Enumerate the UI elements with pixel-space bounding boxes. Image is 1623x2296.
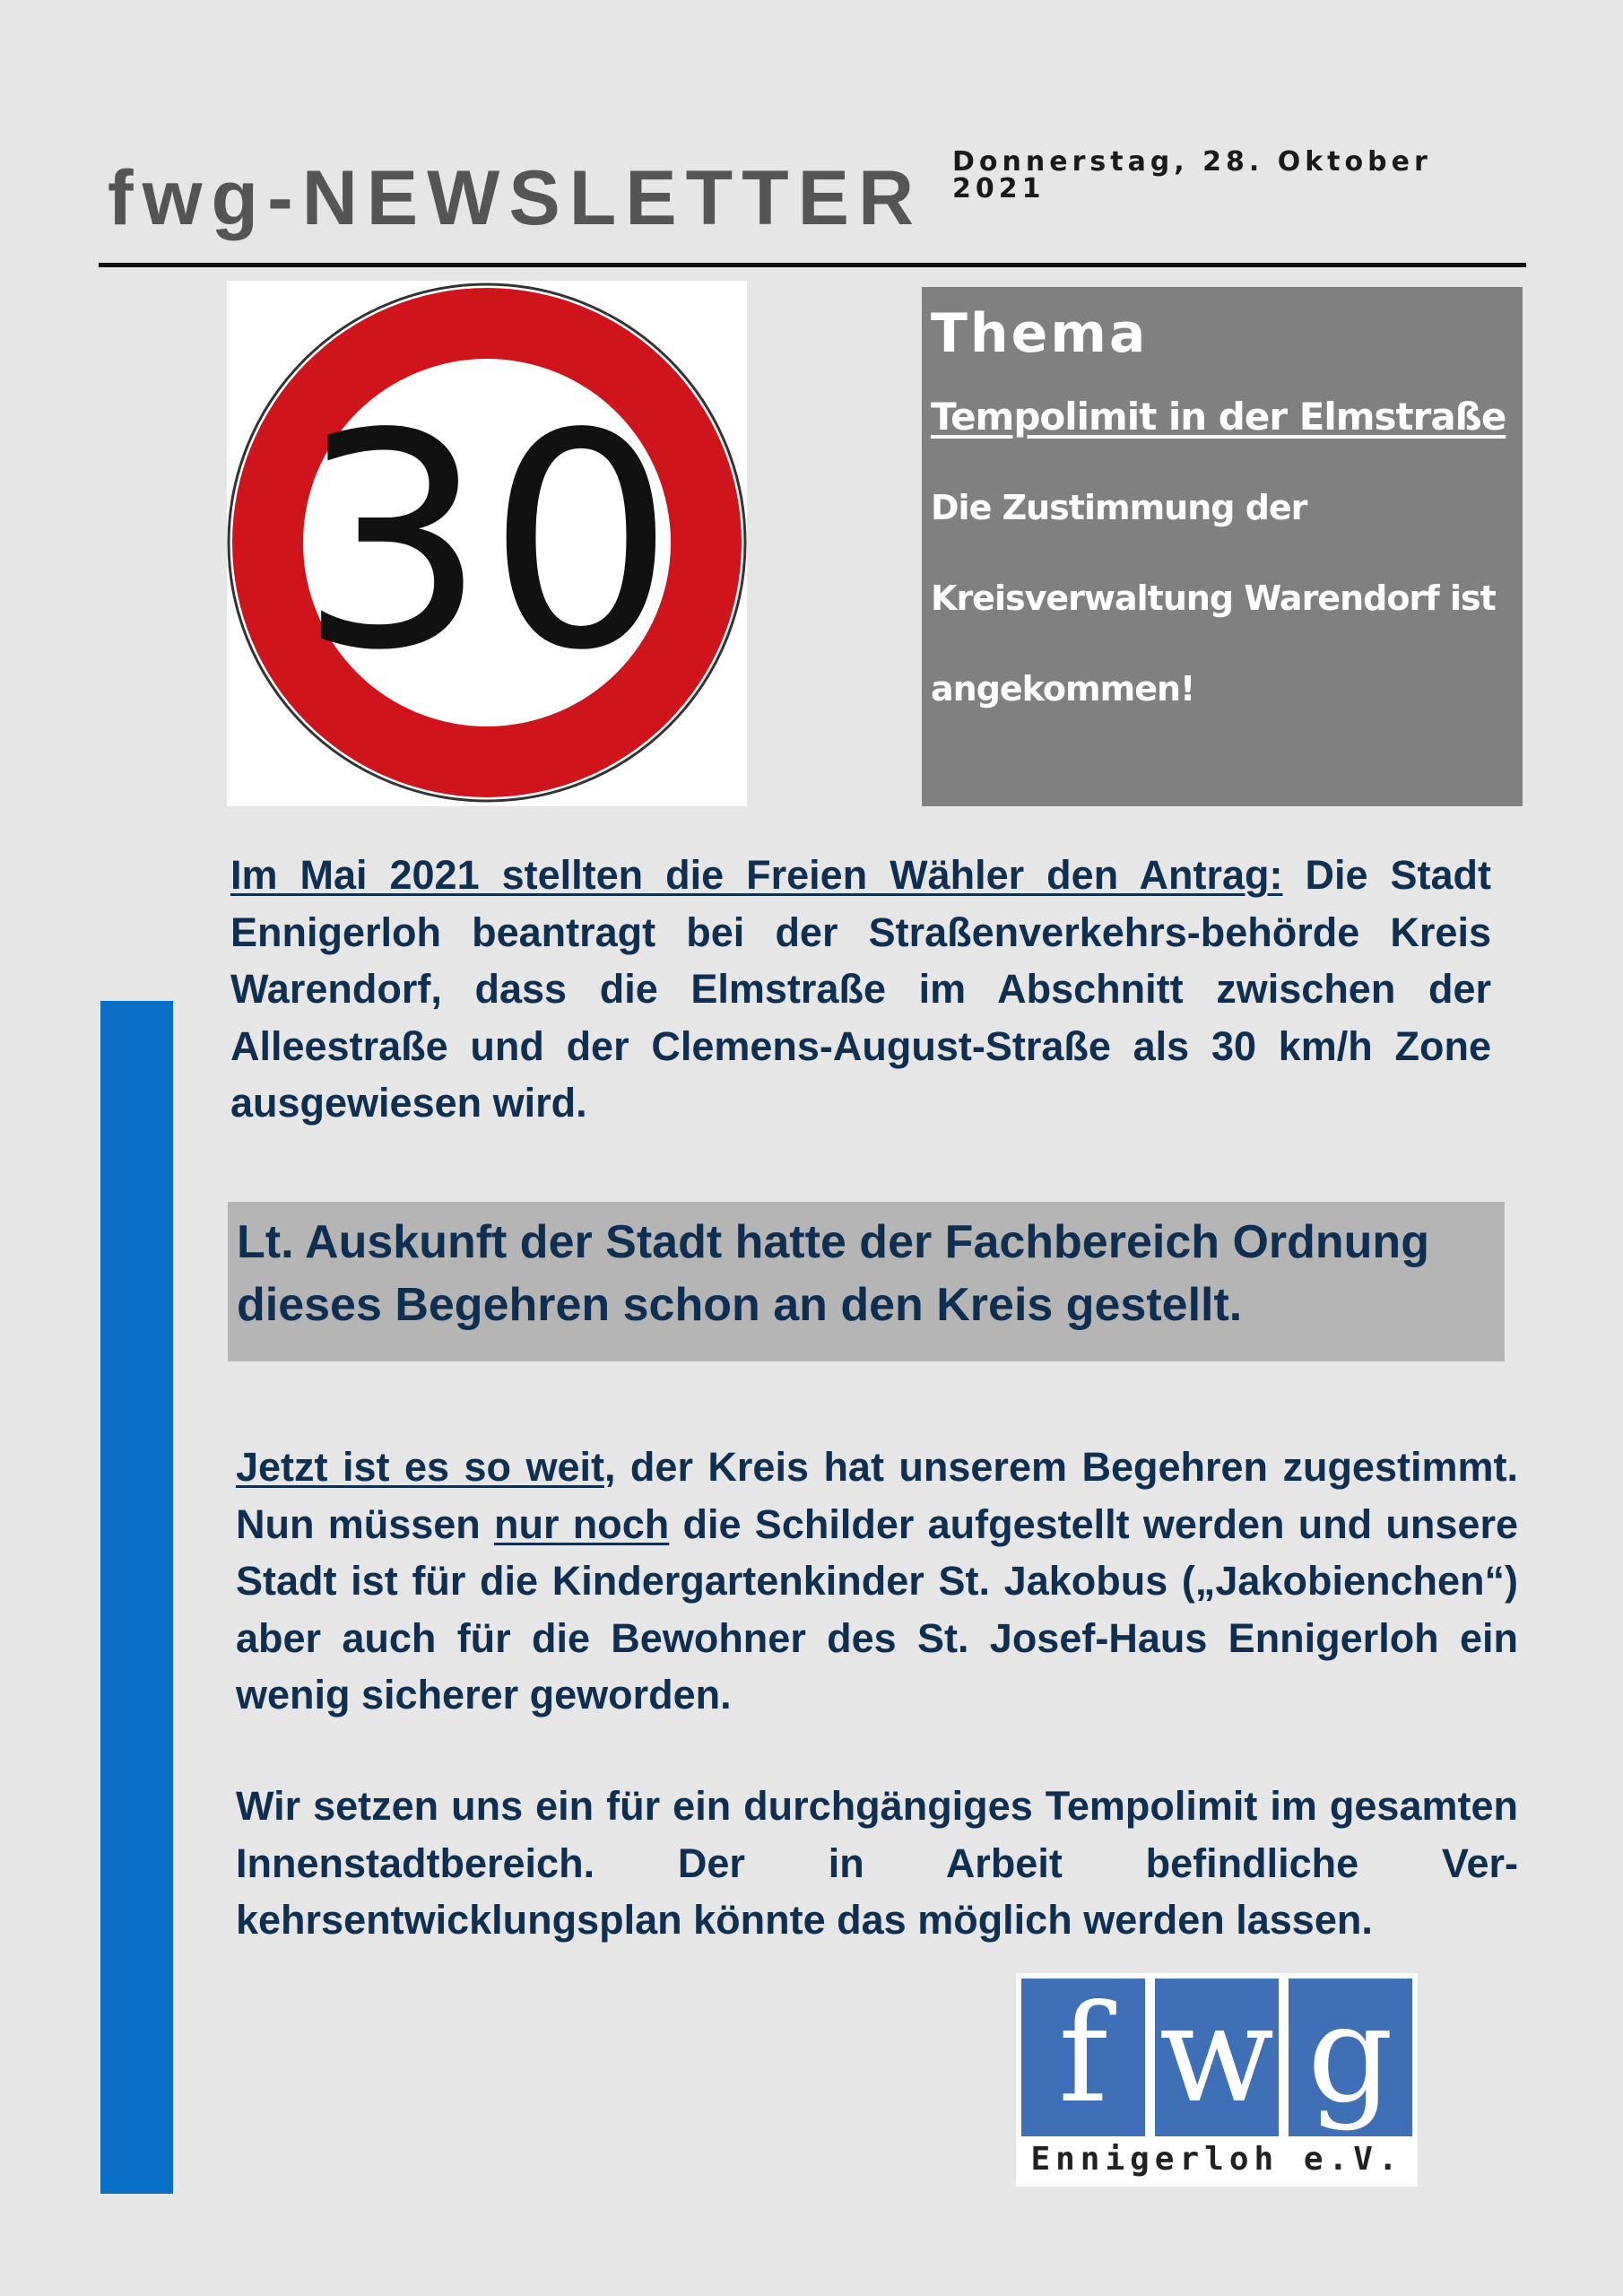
callout-box [228, 1202, 1505, 1361]
thema-label: Thema [931, 302, 1149, 365]
thema-subject: Tempolimit in der Elmstraße [931, 395, 1506, 439]
paragraph-zustimmung-lead: Jetzt ist es so weit [236, 1444, 604, 1490]
thema-teaser-line-1: Die Zustimmung der [931, 488, 1307, 527]
paragraph-zustimmung-part2: die Schilder aufgestellt werden und unsere Stadt ist für die Kindergartenkinder St. Jakobus („Jakobienchen“) aber auch für die Bewohner des St. Josef-Haus Ennigerloh ein wenig sicherer geworden. [236, 1500, 1518, 1718]
thema-box [922, 287, 1523, 806]
issue-date: Donnerstag, 28. Oktober 2021 [952, 146, 1432, 204]
sign-number: 30 [299, 370, 675, 715]
thema-teaser-line-2: Kreisverwaltung Warendorf ist [931, 578, 1496, 618]
paragraph-tempolimit: Wir setzen uns ein für ein durchgängiges Tempolimit im gesamten Innenstadtbereich. Der in Arbeit befindliche Ver-kehrsentwicklungsplan könnte das möglich werden lassen. [236, 1783, 1518, 1943]
header-rule [99, 263, 1526, 267]
logo-letter-g: g [1289, 1979, 1412, 2136]
paragraph-antrag-lead: Im Mai 2021 stellten die Freien Wähler den Antrag: [230, 852, 1283, 898]
callout-text: Lt. Auskunft der Stadt hatte der Fachbereich Ordnung dieses Begehren schon an den Kreis gestellt. [237, 1216, 1429, 1331]
speed-limit-sign-image [227, 281, 747, 806]
fwg-logo [1016, 1973, 1418, 2187]
logo-letter-f: f [1021, 1979, 1145, 2136]
paragraph-antrag [230, 847, 1491, 1132]
thema-teaser-line-3: angekommen! [931, 669, 1195, 709]
accent-bar [100, 1001, 173, 2194]
paragraph-zustimmung-emphasis: nur noch [494, 1500, 670, 1547]
paragraph-zustimmung [236, 1439, 1518, 1724]
logo-letter-w: w [1155, 1979, 1279, 2136]
paragraph-zustimmung-part1: , der Kreis hat unserem Begehren zugestimmt. Nun müssen [236, 1444, 1518, 1547]
paragraph-antrag-body: Die Stadt Ennigerloh beantragt bei der Straßenverkehrs-behörde Kreis Warendorf, dass die Elmstraße im Abschnitt zwischen der Alleestraße und der Clemens-August-Straße als 30 km/h Zone ausgewiesen wird. [230, 852, 1491, 1126]
logo-subtitle: Ennigerloh e.V. [1030, 2141, 1403, 2178]
newsletter-masthead: fwg-NEWSLETTER [108, 155, 924, 241]
